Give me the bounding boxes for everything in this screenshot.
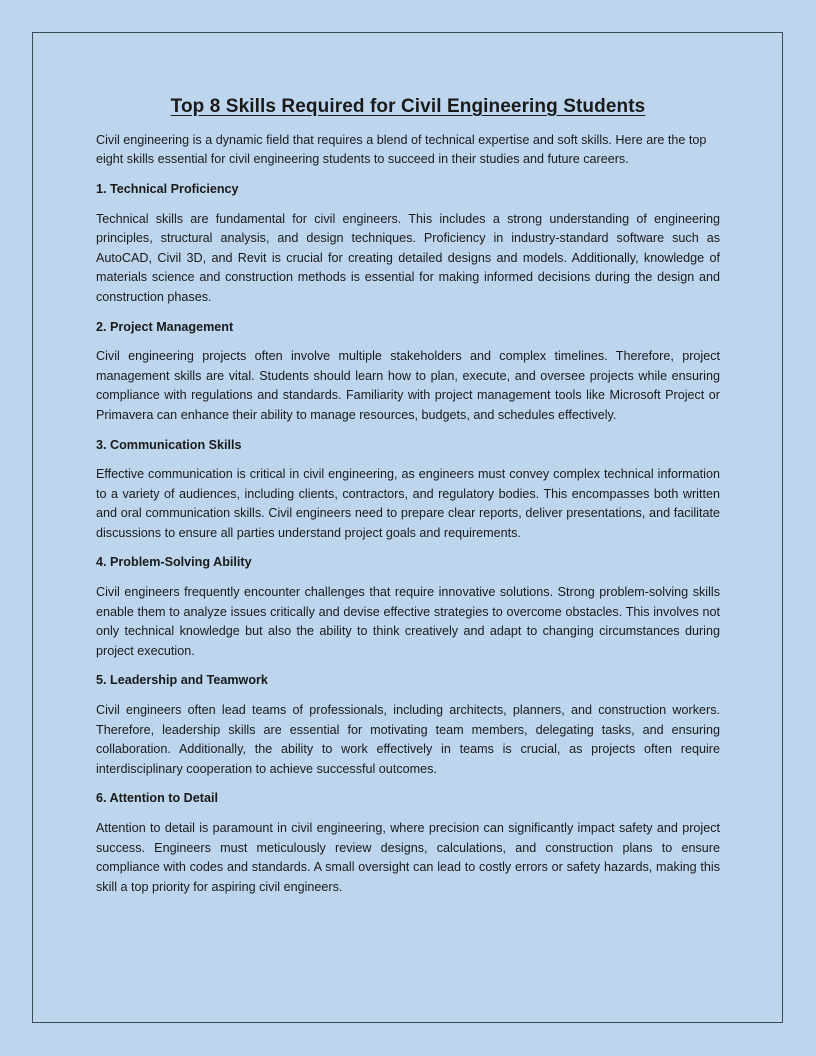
section-heading: 3. Communication Skills — [96, 437, 242, 452]
section-project-management — [96, 318, 720, 426]
section-heading: 4. Problem-Solving Ability — [96, 555, 252, 570]
section-body: Effective communication is critical in civil engineering, as engineers must convey complex technical information to a variety of audiences, including clients, contractors, and regulatory bodies. This encompasses both written and oral communication skills. Civil engineers need to prepare clear reports, deliver presentations, and facilitate discussions to ensure all parties understand project goals and requirements. — [96, 467, 720, 540]
section-communication-skills — [96, 436, 720, 544]
section-heading: 5. Leadership and Teamwork — [96, 673, 268, 688]
intro-paragraph: Civil engineering is a dynamic field that requires a blend of technical expertise and soft skills. Here are the top eight skills essential for civil engineering students to succeed in their studies and future careers. — [96, 132, 707, 167]
section-body: Attention to detail is paramount in civil engineering, where precision can significantly impact safety and project success. Engineers must meticulously review designs, calculations, and construction plans to ensure compliance with codes and standards. A small oversight can lead to costly errors or safety hazards, making this skill a top priority for aspiring civil engineers. — [96, 821, 720, 894]
document-content — [96, 96, 720, 907]
section-heading: 6. Attention to Detail — [96, 791, 218, 806]
section-heading: 1. Technical Proficiency — [96, 181, 239, 196]
section-body: Civil engineers often lead teams of professionals, including architects, planners, and construction workers. Therefore, leadership skills are essential for motivating team members, delegating tasks, and ensuring collaboration. Additionally, the ability to work effectively in teams is crucial, as projects often require interdisciplinary cooperation to achieve successful outcomes. — [96, 703, 720, 776]
section-technical-proficiency — [96, 180, 720, 308]
section-leadership-teamwork — [96, 671, 720, 779]
section-body: Civil engineers frequently encounter challenges that require innovative solutions. Strong problem-solving skills enable them to analyze issues critically and devise effective strategies to overcome obstacles. This involves not only technical knowledge but also the ability to think creatively and adapt to changing circumstances during project execution. — [96, 585, 720, 658]
section-body: Civil engineering projects often involve multiple stakeholders and complex timelines. Therefore, project management skills are vital. Students should learn how to plan, execute, and oversee projects while ensuring compliance with regulations and standards. Familiarity with project management tools like Microsoft Project or Primavera can enhance their ability to manage resources, budgets, and schedules effectively. — [96, 349, 720, 422]
document-title: Top 8 Skills Required for Civil Engineering Students — [170, 96, 646, 117]
section-heading: 2. Project Management — [96, 319, 234, 334]
section-body: Technical skills are fundamental for civil engineers. This includes a strong understanding of engineering principles, structural analysis, and design techniques. Proficiency in industry-standard software such as AutoCAD, Civil 3D, and Revit is crucial for creating detailed designs and models. Additionally, knowledge of materials science and construction methods is essential for making informed decisions during the design and construction phases. — [96, 211, 720, 304]
section-attention-to-detail — [96, 789, 720, 897]
section-problem-solving — [96, 553, 720, 661]
